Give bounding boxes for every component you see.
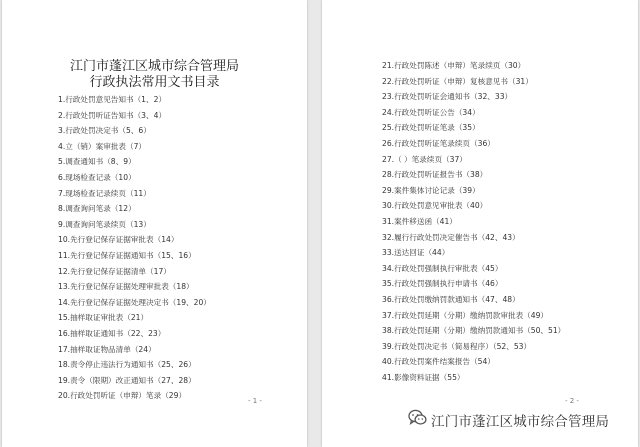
document-subtitle: 行政执法常用文书目录 bbox=[89, 75, 220, 90]
toc-item: 7.现场检查记录续页（11） bbox=[58, 188, 151, 198]
toc-item: 1.行政处罚意见告知书（1、2） bbox=[58, 95, 167, 104]
toc-item: 18.责令停止违法行为通知书（25、26） bbox=[58, 360, 196, 370]
toc-list-page-1 bbox=[58, 92, 211, 404]
toc-item: 39.行政处罚决定书（简易程序）（52、53） bbox=[382, 341, 532, 351]
document-title: 江门市蓬江区城市综合管理局 bbox=[69, 59, 239, 74]
toc-item: 22.行政处罚听证（申辩）复核意见书（31） bbox=[382, 76, 533, 86]
toc-item: 30.行政处罚意见审批表（40） bbox=[382, 201, 488, 211]
document-page-1 bbox=[2, 0, 307, 447]
toc-item: 35.行政处罚强制执行申请书（46） bbox=[382, 279, 503, 289]
toc-item: 23.行政处罚听证会通知书（32、33） bbox=[382, 92, 513, 102]
toc-item: 13.先行登记保存证据处理审批表（18） bbox=[58, 282, 194, 292]
toc-item: 32.履行行政处罚决定催告书（42、43） bbox=[382, 232, 520, 242]
toc-list-page-2 bbox=[382, 58, 565, 385]
toc-item: 20.行政处罚听证（申辩）笔录（29） bbox=[58, 391, 187, 401]
toc-item: 31.案件移送函（41） bbox=[382, 216, 457, 226]
toc-item: 15.抽样取证审批表（21） bbox=[58, 313, 149, 323]
toc-item: 24.行政处罚听证公告（34） bbox=[382, 107, 480, 117]
toc-item: 2.行政处罚听证告知书（3、4） bbox=[58, 110, 167, 120]
toc-item: 8.调查询问笔录（12） bbox=[58, 204, 136, 214]
watermark bbox=[408, 409, 609, 430]
toc-item: 19.责令（限期）改正通知书（27、28） bbox=[58, 375, 196, 385]
toc-item: 38.行政处罚延期（分期）缴纳罚款通知书（50、51） bbox=[382, 326, 566, 336]
toc-item: 27.（ ）笔录续页（37） bbox=[382, 154, 467, 164]
toc-item: 41.影像资料证据（55） bbox=[382, 372, 465, 382]
toc-item: 28.行政处罚听证报告书（38） bbox=[382, 170, 488, 180]
document-page-2 bbox=[322, 0, 638, 447]
toc-item: 21.行政处罚陈述（申辩）笔录续页（30） bbox=[382, 61, 526, 70]
toc-item: 10.先行登记保存证据审批表（14） bbox=[58, 235, 179, 245]
toc-item: 37.行政处罚延期（分期）缴纳罚款审批表（49） bbox=[382, 310, 549, 320]
toc-item: 9.调查询问笔录续页（13） bbox=[58, 219, 151, 229]
toc-item: 26.行政处罚听证笔录续页（36） bbox=[382, 138, 495, 148]
page-number: - 1 - bbox=[248, 397, 262, 405]
toc-item: 33.送达回证（44） bbox=[382, 248, 450, 258]
toc-item: 14.先行登记保存证据处理决定书（19、20） bbox=[58, 297, 211, 307]
toc-item: 6.现场检查记录（10） bbox=[58, 172, 136, 182]
toc-item: 4.立（销）案审批表（7） bbox=[58, 141, 147, 151]
toc-item: 3.行政处罚决定书（5、6） bbox=[58, 126, 151, 136]
watermark-text: 江门市蓬江区城市综合管理局 bbox=[431, 413, 610, 430]
toc-item: 25.行政处罚听证笔录（35） bbox=[382, 123, 480, 133]
toc-item: 29.案件集体讨论记录（39） bbox=[382, 185, 480, 195]
toc-item: 36.行政处罚缴纳罚款通知书（47、48） bbox=[382, 294, 520, 304]
toc-item: 17.抽样取证物品清单（24） bbox=[58, 344, 156, 354]
toc-item: 12.先行登记保存证据清单（17） bbox=[58, 266, 171, 276]
toc-item: 16.抽样取证通知书（22、23） bbox=[58, 328, 166, 338]
wechat-icon bbox=[408, 409, 427, 430]
toc-item: 34.行政处罚强制执行审批表（45） bbox=[382, 263, 503, 273]
toc-item: 5.调查通知书（8、9） bbox=[58, 157, 136, 167]
page-number: - 2 - bbox=[565, 397, 579, 405]
toc-item: 40.行政处罚案件结案报告（54） bbox=[382, 357, 495, 367]
toc-item: 11.先行登记保存证据通知书（15、16） bbox=[58, 250, 196, 260]
